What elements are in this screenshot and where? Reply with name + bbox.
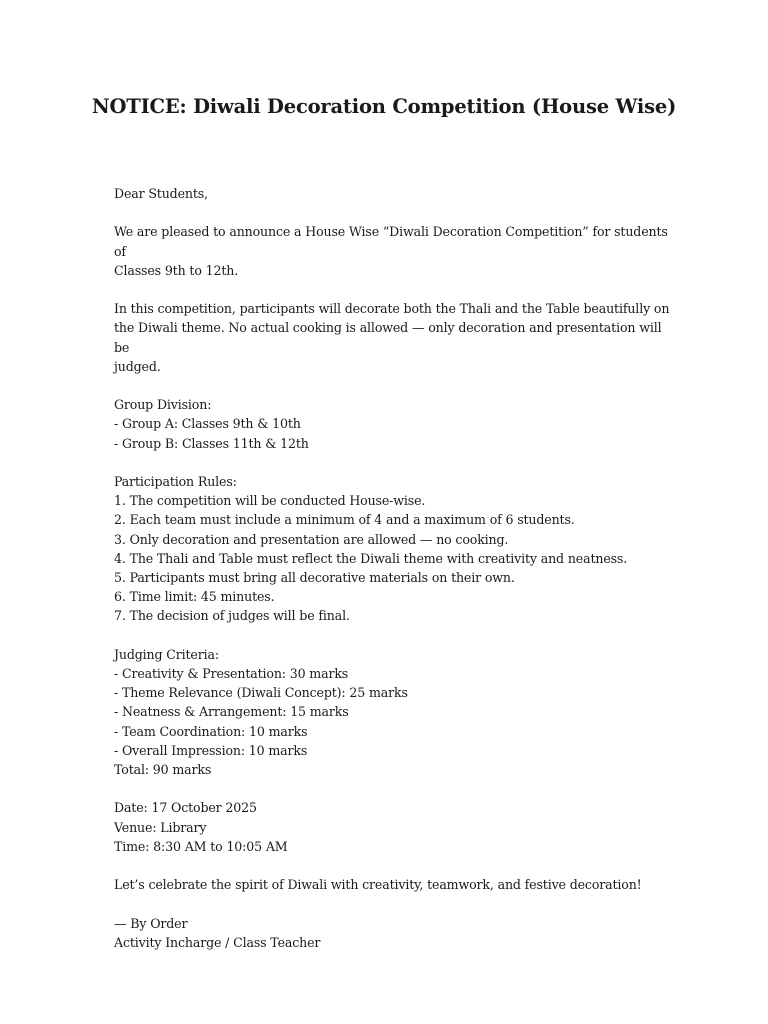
criteria-item: - Creativity & Presentation: 30 marks: [114, 666, 349, 681]
rule-item: 6. Time limit: 45 minutes.: [114, 589, 275, 605]
criteria-item: - Neatness & Arrangement: 15 marks: [114, 704, 349, 720]
event-time: Time: 8:30 AM to 10:05 AM: [114, 838, 288, 854]
criteria-item: - Theme Relevance (Diwali Concept): 25 marks: [114, 685, 408, 701]
group-item: - Group A: Classes 9th & 10th: [114, 416, 301, 432]
description-paragraph: [114, 299, 674, 376]
signature-block: [114, 914, 674, 952]
rule-item: 4. The Thali and Table must reflect the Diwali theme with creativity and neatness.: [114, 550, 628, 566]
notice-body: [114, 184, 674, 971]
rule-item: 5. Participants must bring all decorative materials on their own.: [114, 570, 515, 585]
group-division-heading: Group Division:: [114, 397, 212, 413]
by-order-line: — By Order: [114, 915, 188, 931]
signatory-designation: Activity Incharge / Class Teacher: [114, 934, 321, 950]
closing-line: Let’s celebrate the spirit of Diwali with creativity, teamwork, and festive decoration!: [114, 877, 642, 893]
rule-item: 3. Only decoration and presentation are allowed — no cooking.: [114, 531, 509, 547]
notice-title: NOTICE: Diwali Decoration Competition (House Wise): [91, 95, 677, 118]
description-line: the Diwali theme. No actual cooking is allowed — only decoration and presentation will be: [114, 320, 662, 355]
salutation: Dear Students,: [114, 186, 208, 201]
participation-rules-heading: Participation Rules:: [114, 473, 237, 489]
rule-item: 2. Each team must include a minimum of 4 and a maximum of 6 students.: [114, 512, 575, 528]
event-venue: Venue: Library: [114, 819, 207, 835]
group-division-section: [114, 395, 674, 453]
intro-paragraph: [114, 222, 674, 280]
criteria-item: - Overall Impression: 10 marks: [114, 742, 308, 758]
rule-item: 1. The competition will be conducted House-wise.: [114, 493, 426, 509]
description-line: judged.: [114, 358, 161, 374]
description-line: In this competition, participants will decorate both the Thali and the Table beautifully on: [114, 301, 670, 317]
participation-rules-section: [114, 472, 674, 626]
criteria-total: Total: 90 marks: [114, 762, 212, 778]
judging-criteria-section: [114, 645, 674, 779]
group-item: - Group B: Classes 11th & 12th: [114, 435, 309, 451]
event-details-section: [114, 798, 674, 856]
rule-item: 7. The decision of judges will be final.: [114, 608, 350, 624]
judging-criteria-heading: Judging Criteria:: [114, 646, 219, 662]
intro-line: We are pleased to announce a House Wise “Diwali Decoration Competition” for students of: [114, 224, 668, 259]
intro-line: Classes 9th to 12th.: [114, 262, 239, 278]
event-date: Date: 17 October 2025: [114, 800, 257, 816]
criteria-item: - Team Coordination: 10 marks: [114, 723, 308, 739]
